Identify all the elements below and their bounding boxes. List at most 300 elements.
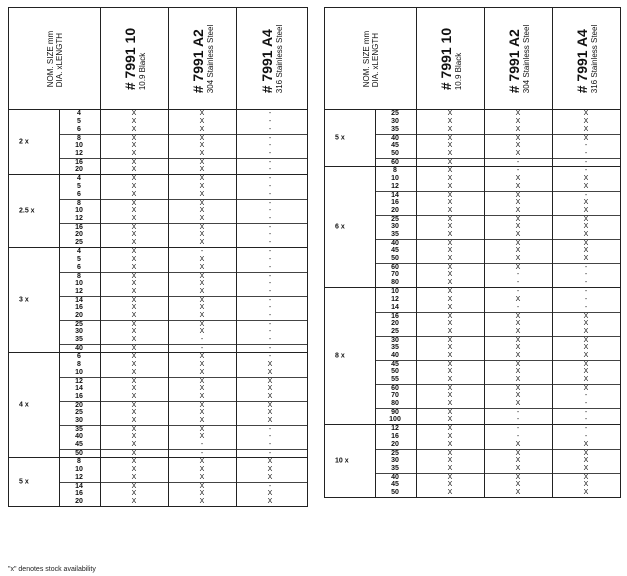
7991-a4-cell: - <box>584 264 588 271</box>
length-cell: 30 <box>75 328 83 335</box>
7991-10-cell: X <box>447 142 453 149</box>
7991-a4-cell: X <box>583 489 589 496</box>
7991-a2-cell: X <box>199 239 205 246</box>
7991-a2-cell: X <box>515 175 521 182</box>
table-row <box>375 304 620 312</box>
7991-a4-cell: X <box>583 474 589 481</box>
table-row <box>375 400 620 408</box>
length-cell: 35 <box>391 344 399 351</box>
7991-10-cell: X <box>131 385 137 392</box>
7991-a2-cell: X <box>515 255 521 262</box>
length-cell: 20 <box>75 231 83 238</box>
diameter-label: 3 x <box>19 296 29 304</box>
column-divider <box>552 110 553 497</box>
column-header-7991-a2 <box>168 8 236 109</box>
7991-a2-cell: X <box>199 385 205 392</box>
7991-a2-cell: X <box>199 126 205 133</box>
diameter-label: 10 x <box>335 457 349 465</box>
7991-a2-cell: X <box>199 417 205 424</box>
7991-a2-cell: X <box>515 223 521 230</box>
7991-10-cell: X <box>447 264 453 271</box>
7991-a4-cell: - <box>268 345 272 352</box>
table-row <box>375 231 620 239</box>
7991-10-cell: X <box>447 255 453 262</box>
7991-10-cell: X <box>131 402 137 409</box>
7991-a4-cell: - <box>584 425 588 432</box>
table-row <box>59 320 307 328</box>
7991-a2-cell: X <box>515 465 521 472</box>
table-row <box>59 296 307 304</box>
length-cell: 40 <box>75 345 83 352</box>
7991-10-cell: X <box>131 150 137 157</box>
7991-a4-cell: X <box>583 457 589 464</box>
length-cell: 60 <box>391 385 399 392</box>
table-row <box>59 199 307 207</box>
table-row <box>59 312 307 320</box>
length-cell: 10 <box>391 175 399 182</box>
7991-a2-cell: X <box>515 400 521 407</box>
size-group <box>325 110 620 166</box>
table-row <box>375 183 620 191</box>
length-cell: 100 <box>389 416 401 423</box>
length-cell: 40 <box>391 135 399 142</box>
7991-10-cell: X <box>131 378 137 385</box>
7991-10-cell: X <box>131 159 137 166</box>
table-row <box>59 288 307 296</box>
7991-a4-cell: X <box>267 361 273 368</box>
7991-10-cell: X <box>447 385 453 392</box>
footnote: "x" denotes stock availability <box>8 566 96 573</box>
table-row <box>59 498 307 506</box>
7991-a2-cell: X <box>515 344 521 351</box>
table-row <box>375 441 620 449</box>
7991-10-cell: X <box>447 296 453 303</box>
7991-a2-cell: X <box>199 393 205 400</box>
part-finish: 304 Stainless Steel <box>521 24 531 93</box>
length-cell: 14 <box>75 483 83 490</box>
7991-10-cell: X <box>447 159 453 166</box>
7991-10-cell: X <box>131 135 137 142</box>
7991-a4-cell: - <box>584 150 588 157</box>
7991-10-cell: X <box>447 304 453 311</box>
table-row <box>375 425 620 433</box>
part-number: # 7991 A2 <box>189 28 206 93</box>
length-cell: 35 <box>391 465 399 472</box>
length-cell: 10 <box>75 369 83 376</box>
size-group <box>325 166 620 287</box>
part-number: # 7991 A4 <box>573 28 590 93</box>
length-cell: 35 <box>391 126 399 133</box>
7991-a4-cell: - <box>268 183 272 190</box>
7991-10-cell: X <box>447 216 453 223</box>
7991-10-cell: X <box>447 416 453 423</box>
table-row <box>375 142 620 150</box>
7991-a2-cell: X <box>199 264 205 271</box>
length-cell: 25 <box>391 328 399 335</box>
length-cell: 16 <box>391 313 399 320</box>
7991-a2-cell: X <box>199 288 205 295</box>
length-cell: 25 <box>391 450 399 457</box>
length-cell: 80 <box>391 279 399 286</box>
7991-a2-cell: X <box>515 207 521 214</box>
size-group <box>9 352 307 457</box>
length-cell: 25 <box>75 239 83 246</box>
table-body <box>325 110 620 497</box>
length-cell: 14 <box>75 297 83 304</box>
table-row <box>59 328 307 336</box>
7991-10-cell: X <box>447 489 453 496</box>
7991-a2-cell: X <box>515 142 521 149</box>
part-number: # 7991 A4 <box>259 28 275 93</box>
7991-a2-cell: X <box>515 247 521 254</box>
7991-a2-cell: X <box>199 361 205 368</box>
7991-10-cell: X <box>447 183 453 190</box>
size-group <box>9 110 307 174</box>
7991-a4-cell: - <box>268 231 272 238</box>
table-row <box>375 215 620 223</box>
7991-a4-cell: X <box>583 110 589 117</box>
table-row <box>375 207 620 215</box>
7991-a2-cell: X <box>199 409 205 416</box>
diameter-label: 2.5 x <box>19 207 35 215</box>
7991-a2-cell: X <box>199 135 205 142</box>
7991-a4-cell: - <box>268 239 272 246</box>
7991-a2-cell: X <box>199 118 205 125</box>
7991-a4-cell: X <box>583 135 589 142</box>
7991-a4-cell: - <box>268 312 272 319</box>
7991-10-cell: X <box>447 368 453 375</box>
table-row <box>59 449 307 457</box>
7991-a4-cell: - <box>268 256 272 263</box>
7991-10-cell: X <box>447 328 453 335</box>
table-row <box>59 361 307 369</box>
table-row <box>59 482 307 490</box>
7991-a2-cell: X <box>199 191 205 198</box>
7991-a4-cell: - <box>584 192 588 199</box>
7991-10-cell: X <box>447 425 453 432</box>
7991-10-cell: X <box>447 361 453 368</box>
7991-a4-cell: - <box>584 288 588 295</box>
table-row <box>59 239 307 247</box>
7991-a2-cell: - <box>516 271 520 278</box>
7991-a4-cell: X <box>583 247 589 254</box>
table-row <box>59 158 307 166</box>
7991-10-cell: X <box>131 353 137 360</box>
7991-a2-cell: X <box>199 159 205 166</box>
diameter-label: 8 x <box>335 352 345 360</box>
7991-a2-cell: X <box>199 256 205 263</box>
7991-10-cell: X <box>447 199 453 206</box>
table-row <box>59 393 307 401</box>
length-cell: 20 <box>75 498 83 505</box>
7991-10-cell: X <box>131 297 137 304</box>
7991-10-cell: X <box>131 248 137 255</box>
table-row <box>59 474 307 482</box>
diameter-label: 4 x <box>19 401 29 409</box>
7991-10-cell: X <box>447 433 453 440</box>
length-rows <box>59 110 307 174</box>
7991-a2-cell: - <box>516 288 520 295</box>
length-cell: 35 <box>391 231 399 238</box>
7991-a4-cell: X <box>583 223 589 230</box>
7991-10-cell: X <box>447 392 453 399</box>
7991-a2-cell: X <box>199 110 205 117</box>
7991-a4-cell: X <box>583 313 589 320</box>
7991-a2-cell: X <box>199 458 205 465</box>
length-cell: 50 <box>75 450 83 457</box>
table-row <box>59 369 307 377</box>
table-row <box>59 191 307 199</box>
7991-a4-cell: - <box>584 279 588 286</box>
7991-a4-cell: X <box>583 441 589 448</box>
7991-a4-cell: - <box>584 167 588 174</box>
7991-a2-cell: X <box>199 183 205 190</box>
7991-a2-cell: X <box>199 224 205 231</box>
7991-a2-cell: - <box>516 409 520 416</box>
table-row <box>59 385 307 393</box>
7991-a4-cell: X <box>583 126 589 133</box>
length-cell: 8 <box>77 273 81 280</box>
table-row <box>375 416 620 424</box>
table-row <box>375 271 620 279</box>
length-cell: 40 <box>75 433 83 440</box>
7991-10-cell: X <box>131 312 137 319</box>
length-cell: 8 <box>77 135 81 142</box>
table-row <box>59 304 307 312</box>
part-number: # 7991 A2 <box>505 28 522 93</box>
7991-10-cell: X <box>131 450 137 457</box>
length-cell: 6 <box>77 353 81 360</box>
table-row <box>59 264 307 272</box>
length-cell: 25 <box>391 110 399 117</box>
table-row <box>375 336 620 344</box>
7991-10-cell: X <box>131 345 137 352</box>
7991-10-cell: X <box>131 126 137 133</box>
7991-a4-cell: - <box>268 175 272 182</box>
7991-a4-cell: X <box>583 175 589 182</box>
length-rows <box>59 353 307 457</box>
column-divider <box>59 110 60 506</box>
length-cell: 16 <box>75 304 83 311</box>
7991-a2-cell: X <box>515 313 521 320</box>
length-cell: 20 <box>75 402 83 409</box>
table-row <box>59 417 307 425</box>
7991-a4-cell: X <box>267 378 273 385</box>
7991-a2-cell: X <box>515 135 521 142</box>
7991-a2-cell: X <box>515 489 521 496</box>
table-row <box>375 288 620 296</box>
nom-size-header <box>325 8 416 109</box>
7991-a2-cell: X <box>199 150 205 157</box>
length-cell: 5 <box>77 183 81 190</box>
7991-a4-cell: X <box>267 474 273 481</box>
7991-a4-cell: - <box>268 135 272 142</box>
7991-10-cell: X <box>447 409 453 416</box>
part-finish: 10.9 Black <box>137 52 147 90</box>
7991-10-cell: X <box>131 441 137 448</box>
7991-10-cell: X <box>447 457 453 464</box>
7991-10-cell: X <box>131 336 137 343</box>
length-cell: 4 <box>77 175 81 182</box>
table-row <box>59 207 307 215</box>
7991-a2-cell: X <box>515 392 521 399</box>
length-cell: 10 <box>75 466 83 473</box>
length-cell: 90 <box>391 409 399 416</box>
7991-a2-cell: X <box>515 361 521 368</box>
length-cell: 12 <box>75 215 83 222</box>
7991-a4-cell: X <box>267 409 273 416</box>
7991-a4-cell: - <box>268 450 272 457</box>
column-divider <box>484 110 485 497</box>
7991-a4-cell: X <box>267 458 273 465</box>
length-cell: 25 <box>75 321 83 328</box>
length-cell: 70 <box>391 271 399 278</box>
7991-10-cell: X <box>131 288 137 295</box>
7991-a2-cell: X <box>515 474 521 481</box>
table-row <box>375 199 620 207</box>
table-row <box>59 433 307 441</box>
length-cell: 8 <box>77 361 81 368</box>
length-cell: 40 <box>391 352 399 359</box>
nom-size-line1: NOM. SIZE mm <box>45 30 55 87</box>
7991-10-cell: X <box>131 256 137 263</box>
length-cell: 40 <box>391 240 399 247</box>
table-row <box>375 408 620 416</box>
7991-a2-cell: - <box>516 433 520 440</box>
7991-a2-cell: - <box>516 167 520 174</box>
length-rows <box>59 458 307 506</box>
length-cell: 12 <box>391 183 399 190</box>
7991-a4-cell: - <box>268 191 272 198</box>
length-cell: 8 <box>77 200 81 207</box>
table-row <box>375 384 620 392</box>
7991-10-cell: X <box>131 426 137 433</box>
length-cell: 30 <box>391 118 399 125</box>
7991-a4-cell: X <box>583 352 589 359</box>
7991-10-cell: X <box>447 271 453 278</box>
7991-10-cell: X <box>447 337 453 344</box>
7991-a2-cell: X <box>199 304 205 311</box>
table-row <box>375 465 620 473</box>
length-cell: 10 <box>75 142 83 149</box>
7991-a2-cell: X <box>515 216 521 223</box>
7991-a2-cell: X <box>199 353 205 360</box>
7991-a2-cell: X <box>515 231 521 238</box>
7991-a4-cell: X <box>267 369 273 376</box>
table-row <box>375 457 620 465</box>
table-row <box>375 191 620 199</box>
7991-10-cell: X <box>447 279 453 286</box>
7991-a2-cell: - <box>200 441 204 448</box>
7991-a4-cell: X <box>583 344 589 351</box>
length-cell: 25 <box>75 409 83 416</box>
7991-10-cell: X <box>447 126 453 133</box>
7991-10-cell: X <box>447 352 453 359</box>
7991-a4-cell: - <box>584 159 588 166</box>
table-row <box>59 215 307 223</box>
length-cell: 12 <box>391 296 399 303</box>
7991-a4-cell: - <box>268 264 272 271</box>
7991-a4-cell: X <box>583 385 589 392</box>
table-row <box>375 255 620 263</box>
7991-10-cell: X <box>447 207 453 214</box>
nom-size-line2: DIA. xLENGTH <box>54 32 64 87</box>
table-row <box>59 223 307 231</box>
length-cell: 10 <box>391 288 399 295</box>
table-row <box>375 352 620 360</box>
length-rows <box>375 167 620 287</box>
7991-a2-cell: X <box>199 466 205 473</box>
7991-a2-cell: X <box>515 264 521 271</box>
7991-a4-cell: X <box>583 118 589 125</box>
size-group <box>9 174 307 247</box>
column-header-7991-10 <box>416 8 484 109</box>
7991-a2-cell: X <box>515 368 521 375</box>
7991-a2-cell: - <box>200 450 204 457</box>
7991-10-cell: X <box>131 417 137 424</box>
length-cell: 45 <box>391 247 399 254</box>
table-row <box>59 231 307 239</box>
column-divider <box>375 110 376 497</box>
7991-a4-cell: X <box>583 376 589 383</box>
7991-10-cell: X <box>131 498 137 505</box>
7991-10-cell: X <box>447 450 453 457</box>
7991-a4-cell: - <box>268 328 272 335</box>
table-row <box>59 183 307 191</box>
7991-a4-cell: X <box>583 231 589 238</box>
column-divider <box>100 110 101 506</box>
table-row <box>375 263 620 271</box>
7991-a2-cell: X <box>515 376 521 383</box>
table-row <box>375 433 620 441</box>
nom-size-header <box>9 8 100 109</box>
length-cell: 16 <box>391 433 399 440</box>
7991-a2-cell: X <box>199 166 205 173</box>
length-cell: 10 <box>75 280 83 287</box>
7991-a4-cell: - <box>268 215 272 222</box>
part-number: # 7991 10 <box>437 27 454 90</box>
length-cell: 6 <box>77 126 81 133</box>
length-cell: 16 <box>75 490 83 497</box>
7991-a2-cell: - <box>516 416 520 423</box>
7991-a2-cell: - <box>200 345 204 352</box>
7991-a4-cell: - <box>584 142 588 149</box>
7991-10-cell: X <box>447 175 453 182</box>
7991-a4-cell: - <box>268 353 272 360</box>
7991-a4-cell: - <box>268 159 272 166</box>
7991-a4-cell: - <box>268 426 272 433</box>
length-cell: 45 <box>75 441 83 448</box>
length-rows <box>375 288 620 424</box>
7991-a4-cell: X <box>267 385 273 392</box>
7991-a2-cell: X <box>515 337 521 344</box>
diameter-label: 6 x <box>335 223 345 231</box>
length-cell: 50 <box>391 489 399 496</box>
7991-a4-cell: - <box>268 118 272 125</box>
table-row <box>375 134 620 142</box>
7991-10-cell: X <box>131 118 137 125</box>
7991-10-cell: X <box>447 481 453 488</box>
length-rows <box>59 248 307 352</box>
7991-a4-cell: - <box>268 297 272 304</box>
7991-10-cell: X <box>447 320 453 327</box>
7991-a2-cell: X <box>199 312 205 319</box>
length-cell: 45 <box>391 142 399 149</box>
length-cell: 60 <box>391 159 399 166</box>
7991-a4-cell: - <box>584 416 588 423</box>
table-row <box>59 175 307 183</box>
7991-10-cell: X <box>131 474 137 481</box>
